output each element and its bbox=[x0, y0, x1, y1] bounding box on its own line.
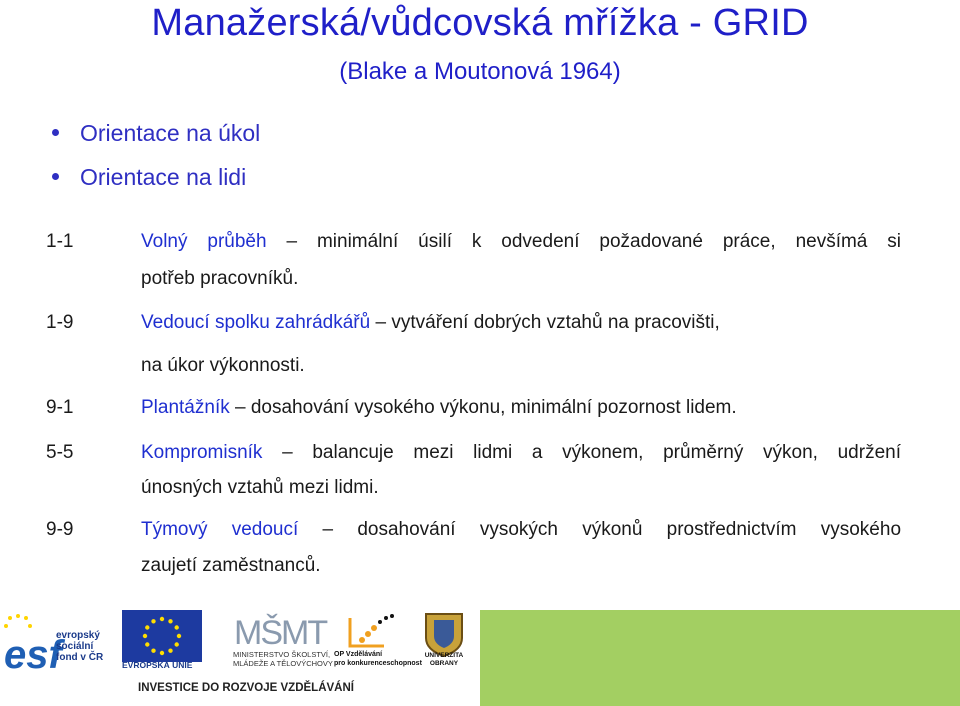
eu-flag-icon bbox=[122, 610, 202, 662]
entry-code: 9-9 bbox=[46, 519, 74, 540]
bullet-item-people bbox=[42, 157, 260, 201]
svg-text:MŠMT: MŠMT bbox=[234, 614, 327, 652]
subtitle-text: (Blake a Moutonová 1964) bbox=[339, 58, 621, 85]
entry-description: vytváření dobrých vztahů na pracovišti, bbox=[391, 312, 720, 333]
entry-style-name: Kompromisník bbox=[141, 442, 263, 463]
entry-dash: – bbox=[266, 231, 317, 252]
entry-description: minimální úsilí k odvedení požadované práce, nevšímá si bbox=[316, 231, 902, 252]
eu-caption: EVROPSKÁ UNIE bbox=[122, 660, 193, 670]
entry-dash: – bbox=[370, 312, 392, 333]
entry-style-name: Volný průběh bbox=[141, 231, 267, 252]
entry-line bbox=[141, 442, 901, 464]
entry-line bbox=[141, 312, 831, 334]
svg-text:esf: esf bbox=[4, 633, 62, 674]
entry-style-name: Plantážník bbox=[141, 397, 230, 418]
msmt-line: MINISTERSTVO ŠKOLSTVÍ, bbox=[233, 650, 331, 659]
entry-description: dosahování vysokého výkonu, minimální pozornost lidem. bbox=[250, 397, 737, 418]
bullet-item-task bbox=[42, 113, 260, 157]
entry-code: 9-1 bbox=[46, 397, 74, 418]
bullet-dot-icon bbox=[52, 129, 59, 136]
slide-subtitle bbox=[0, 58, 960, 86]
bullet-list bbox=[42, 113, 260, 201]
op-line: OP Vzdělávání bbox=[334, 651, 383, 658]
entry-description: balancuje mezi lidmi a výkonem, průměrný výkon, udržení bbox=[312, 442, 901, 463]
entry-line bbox=[141, 231, 901, 253]
footer-logo-bar bbox=[0, 604, 480, 706]
entry-line bbox=[141, 397, 901, 419]
uo-line: UNIVERZITA bbox=[424, 652, 464, 659]
op-vk-caption bbox=[334, 650, 422, 668]
investice-slogan: INVESTICE DO ROZVOJE VZDĚLÁVÁNÍ bbox=[138, 682, 354, 694]
msmt-caption bbox=[233, 650, 333, 668]
university-shield-icon bbox=[420, 610, 468, 680]
entry-dash: – bbox=[262, 442, 313, 463]
esf-line: evropský bbox=[56, 630, 100, 641]
entry-line bbox=[141, 519, 901, 541]
entry-code: 1-9 bbox=[46, 312, 74, 333]
msmt-line: MLÁDEŽE A TĚLOVÝCHOVY bbox=[233, 659, 333, 668]
entry-continuation: na úkor výkonnosti. bbox=[141, 355, 305, 376]
footer-green-band bbox=[480, 610, 960, 706]
entry-code: 1-1 bbox=[46, 231, 74, 252]
esf-caption bbox=[56, 630, 103, 663]
esf-line: fond v ČR bbox=[56, 652, 104, 663]
entry-code: 5-5 bbox=[46, 442, 74, 463]
uo-line: OBRANY bbox=[429, 660, 459, 667]
entry-description: dosahování vysokých výkonů prostřednictvím vysokého bbox=[357, 519, 902, 540]
entry-dash: – bbox=[229, 397, 251, 418]
entry-continuation: potřeb pracovníků. bbox=[141, 268, 299, 289]
bullet-dot-icon bbox=[52, 173, 59, 180]
entry-continuation: únosných vztahů mezi lidmi. bbox=[141, 477, 379, 498]
entry-dash: – bbox=[298, 519, 358, 540]
bullet-text: Orientace na lidi bbox=[80, 164, 247, 190]
bullet-text: Orientace na úkol bbox=[80, 120, 261, 146]
university-caption bbox=[419, 652, 469, 668]
entry-style-name: Týmový vedoucí bbox=[141, 519, 299, 540]
entry-continuation: zaujetí zaměstnanců. bbox=[141, 555, 321, 576]
op-line: pro konkurenceschopnost bbox=[334, 660, 422, 667]
esf-line: sociální bbox=[56, 641, 94, 652]
op-vk-logo-icon bbox=[338, 610, 414, 682]
entry-style-name: Vedoucí spolku zahrádkářů bbox=[141, 312, 371, 333]
slide-title: Manažerská/vůdcovská mřížka - GRID bbox=[151, 2, 809, 44]
